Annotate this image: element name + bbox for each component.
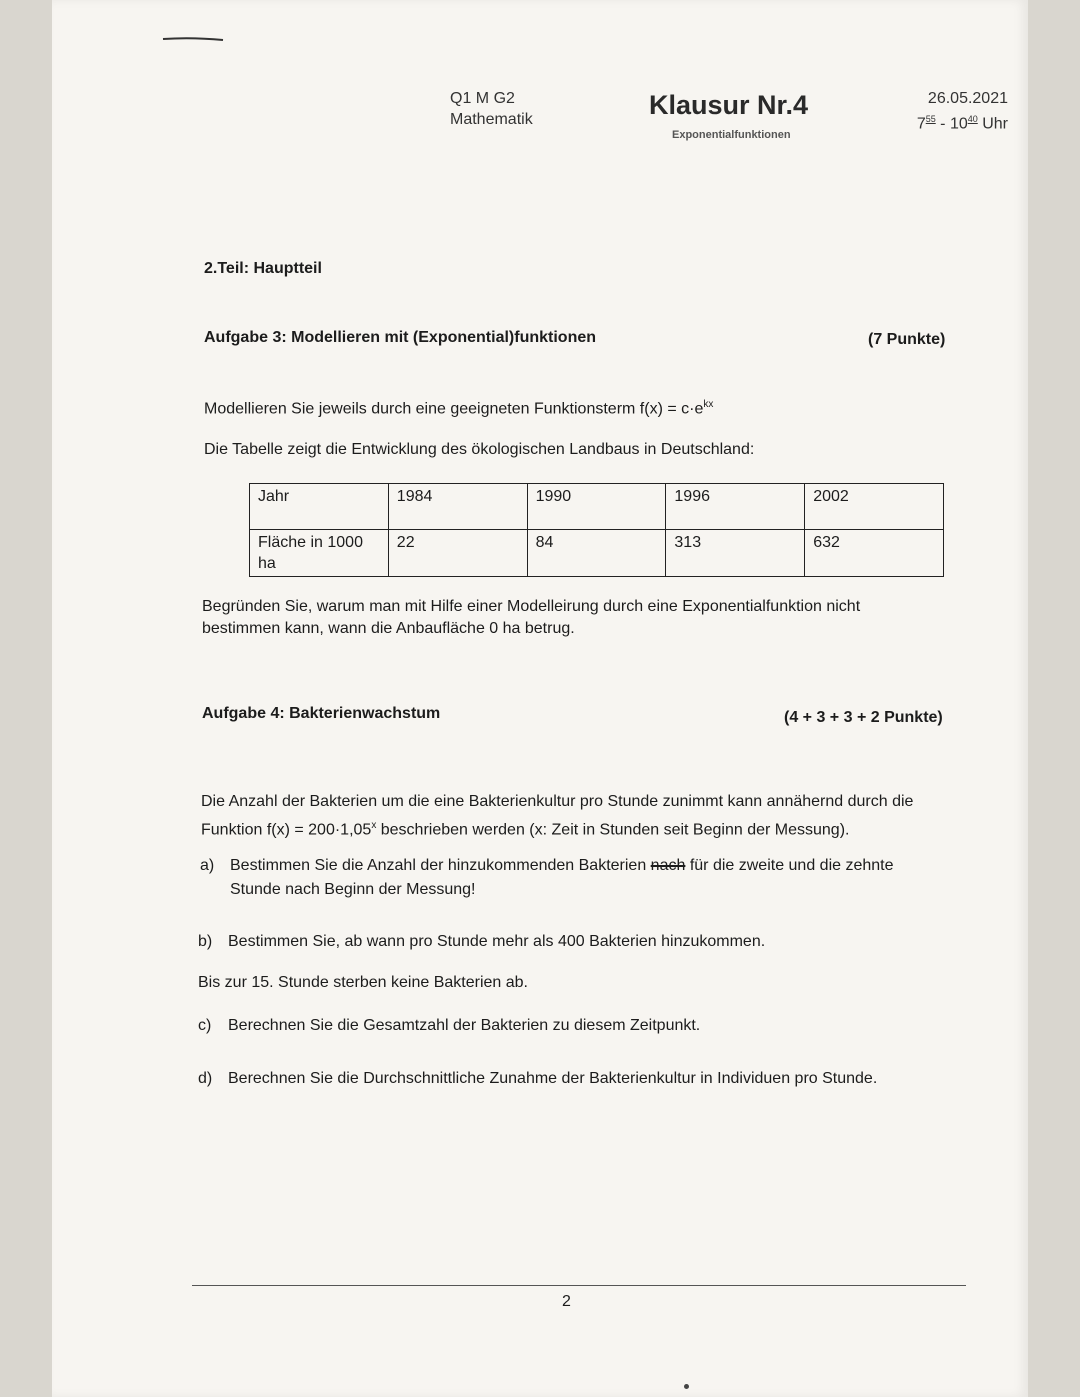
item-label: a)	[200, 857, 215, 874]
table-row	[250, 530, 944, 577]
header-course-block	[450, 88, 533, 130]
item-text: Berechnen Sie die Durchschnittliche Zunahme der Bakterienkultur in Individuen pro Stunde.	[228, 1070, 878, 1087]
table-cell: 84	[527, 530, 666, 577]
item-label: d)	[198, 1070, 213, 1087]
item-label: c)	[198, 1017, 212, 1034]
task3-instruction: Modellieren Sie jeweils durch eine geeigneten Funktionsterm $f(x) = c\cdot e^{kx}$	[204, 399, 714, 418]
table-cell: 1996	[666, 484, 805, 530]
exam-date: 26.05.2021	[927, 90, 1008, 107]
task3-points: (7 Punkte)	[868, 331, 946, 348]
exam-title: Klausur Nr.4	[649, 90, 809, 120]
pen-mark	[162, 36, 224, 42]
table-header-cell: Jahr	[250, 484, 389, 530]
task3-title: Aufgabe 3: Modellieren mit (Exponential)funktionen	[204, 329, 597, 346]
page-number: 2	[562, 1293, 571, 1310]
item-text: Bestimmen Sie, ab wann pro Stunde mehr als 400 Bakterien hinzukommen.	[228, 933, 766, 950]
table-row	[250, 484, 944, 530]
task4-note: Bis zur 15. Stunde sterben keine Bakterien ab.	[198, 974, 528, 991]
task3-question: Begründen Sie, warum man mit Hilfe einer Modelleirung durch eine Exponentialfunktion nicht bestimmen kann, wann die Anbaufläche 0 ha betrug.	[202, 598, 861, 637]
table-cell: 632	[805, 530, 944, 577]
table-cell: 2002	[805, 484, 944, 530]
footer-rule	[192, 1285, 966, 1286]
item-text: Berechnen Sie die Gesamtzahl der Bakterien zu diesem Zeitpunkt.	[228, 1017, 701, 1034]
item-text: Bestimmen Sie die Anzahl der hinzukommenden Bakterien nach für die zweite und die zehnte Stunde nach Beginn der Messung!	[230, 857, 894, 898]
table-cell: 1990	[527, 484, 666, 530]
struck-word: nach	[650, 857, 686, 874]
task4-intro: Die Anzahl der Bakterien um die eine Bakterienkultur pro Stunde zunimmt kann annähernd durch die Funktion $f(x) = 200\cdot 1,05^x$ beschrieben werden (x: Zeit in Stunden seit Beginn der Messung).	[201, 793, 914, 839]
part-title: 2.Teil: Hauptteil	[204, 260, 322, 277]
table-cell: 313	[666, 530, 805, 577]
task4-title: Aufgabe 4: Bakterienwachstum	[202, 705, 441, 722]
subject: Mathematik	[450, 111, 533, 128]
course-code: Q1 M G2	[450, 90, 515, 107]
item-label: b)	[198, 933, 213, 950]
exam-topic: Exponentialfunktionen	[672, 129, 791, 141]
header-date-block	[908, 88, 1008, 134]
table-header-cell: Fläche in 1000 ha	[250, 530, 389, 577]
table-cell: 1984	[388, 484, 527, 530]
exam-sheet	[52, 0, 1028, 1397]
landbau-table	[249, 483, 944, 577]
task4-points: (4 + 3 + 3 + 2 Punkte)	[784, 709, 943, 726]
table-cell: 22	[388, 530, 527, 577]
task3-table-intro: Die Tabelle zeigt die Entwicklung des ökologischen Landbaus in Deutschland:	[204, 441, 755, 458]
paper-speck	[684, 1384, 689, 1389]
exam-time: $7^{55} - 10^{40}$ Uhr	[916, 114, 1008, 133]
